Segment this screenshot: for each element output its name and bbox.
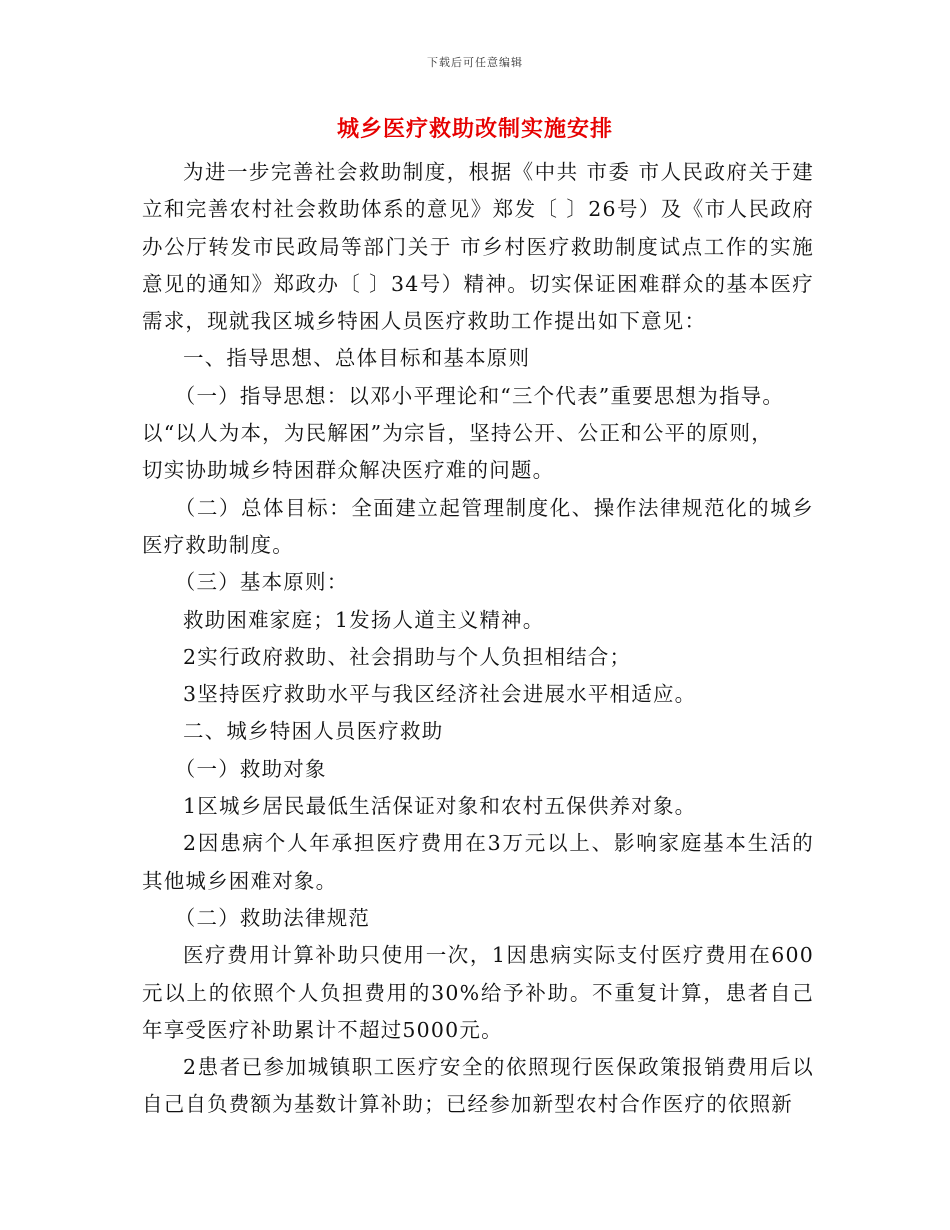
paragraph-line: 以“以人为本，为民解困”为宗旨，坚持公开、公正和公平的原则， (142, 421, 773, 446)
header-note: 下载后可任意编辑 (427, 56, 523, 69)
list-item: 1区城乡居民最低生活保证对象和农村五保供养对象。 (183, 794, 697, 819)
document-body (142, 154, 814, 1124)
paragraph-line: 切实协助城乡特困群众解决医疗难的问题。 (142, 458, 555, 483)
section-heading-2: 二、城乡特困人员医疗救助 (183, 719, 444, 744)
list-item: 2因患病个人年承担医疗费用在3万元以上、影响家庭基本生活的其他城乡困难对象。 (142, 831, 814, 893)
list-item: 救助困难家庭；1发扬人道主义精神。 (183, 607, 545, 632)
section-heading-1: 一、指导思想、总体目标和基本原则 (183, 346, 531, 371)
subheading-standards: （二）救助法律规范 (174, 905, 371, 930)
list-item: 2实行政府救助、社会捐助与个人负担相结合； (183, 644, 632, 669)
document-title: 城乡医疗救助改制实施安排 (336, 117, 613, 142)
paragraph: 医疗费用计算补助只使用一次，1因患病实际支付医疗费用在600元以上的依照个人负担费用的30%给予补助。不重复计算，患者自己年享受医疗补助累计不超过5000元。 (142, 943, 814, 1042)
paragraph-intro: 为进一步完善社会救助制度，根据《中共 市委 市人民政府关于建立和完善农村社会救助体系的意见》郑发〔 〕26号）及《市人民政府办公厅转发市民政局等部门关于 市乡村医疗救助制度试点工作的实施意见的通知》郑政办〔 〕34号）精神。切实保证困难群众的基本医疗需求，现就我区城乡特困人员医疗救助工作提出如下意见： (142, 160, 814, 334)
subheading-basic-principles: （三）基本原则： (174, 570, 349, 595)
paragraph: 2患者已参加城镇职工医疗安全的依照现行医保政策报销费用后以自己自负费额为基数计算补助；已经参加新型农村合作医疗的依照新 (142, 1055, 814, 1117)
subheading-recipients: （一）救助对象 (174, 756, 327, 781)
list-item: 3坚持医疗救助水平与我区经济社会进展水平相适应。 (183, 682, 697, 707)
subheading-overall-goal: （二）总体目标：全面建立起管理制度化、操作法律规范化的城乡医疗救助制度。 (142, 495, 814, 557)
subheading-guiding-thought: （一）指导思想：以邓小平理论和“三个代表”重要思想为指导。 (174, 383, 785, 408)
